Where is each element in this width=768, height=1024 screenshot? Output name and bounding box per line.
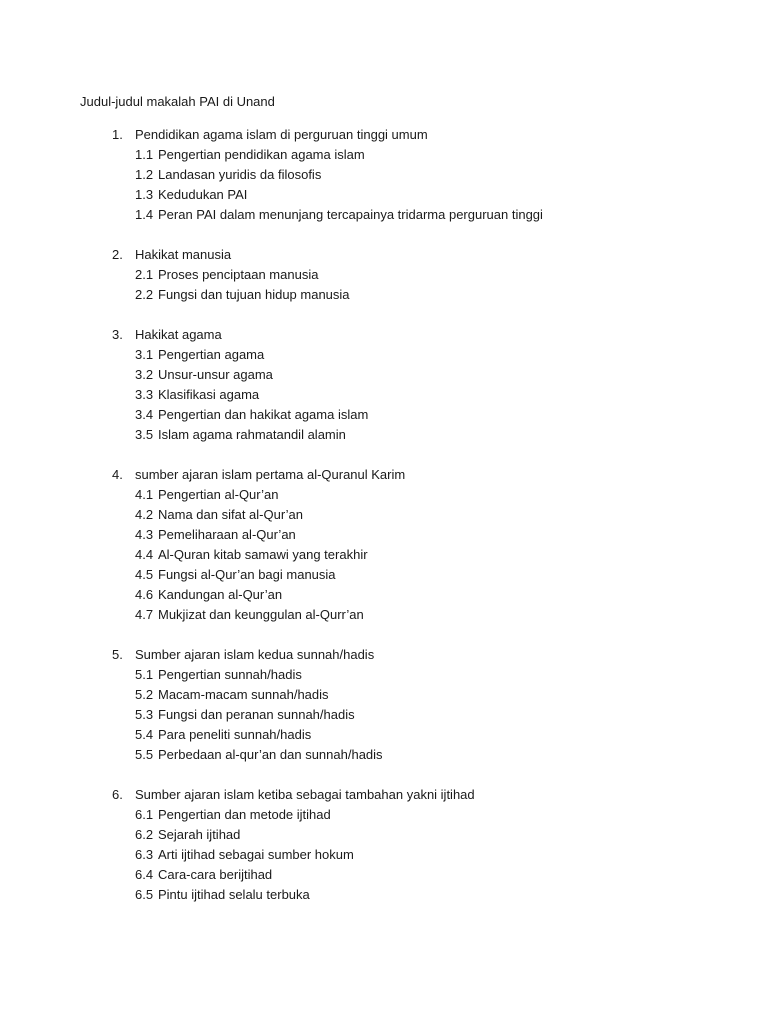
item-number: 2.2 <box>135 287 154 302</box>
item-text: Peran PAI dalam menunjang tercapainya tridarma perguruan tinggi <box>158 207 543 222</box>
list-item <box>0 385 768 405</box>
section-heading <box>0 125 768 145</box>
item-number: 3.1 <box>135 347 154 362</box>
item-number: 4.1 <box>135 487 154 502</box>
section-number: 2. <box>112 247 123 262</box>
item-text: Landasan yuridis da filosofis <box>158 167 322 182</box>
item-number: 4.4 <box>135 547 154 562</box>
item-text: Islam agama rahmatandil alamin <box>158 427 346 442</box>
section-5 <box>0 645 768 765</box>
item-text: Kandungan al-Qur’an <box>158 587 283 602</box>
section-heading <box>0 465 768 485</box>
item-text: Proses penciptaan manusia <box>158 267 319 282</box>
section-title: sumber ajaran islam pertama al-Quranul Karim <box>135 467 406 482</box>
item-number: 3.2 <box>135 367 154 382</box>
item-number: 6.3 <box>135 847 154 862</box>
item-text: Pengertian sunnah/hadis <box>158 667 302 682</box>
item-text: Unsur-unsur agama <box>158 367 273 382</box>
section-title: Sumber ajaran islam kedua sunnah/hadis <box>135 647 375 662</box>
item-text: Pemeliharaan al-Qur’an <box>158 527 296 542</box>
item-text: Al-Quran kitab samawi yang terakhir <box>158 547 368 562</box>
list-item <box>0 185 768 205</box>
item-number: 1.2 <box>135 167 154 182</box>
section-title: Pendidikan agama islam di perguruan tinggi umum <box>135 127 428 142</box>
item-number: 5.2 <box>135 687 154 702</box>
list-item <box>0 585 768 605</box>
section-title: Hakikat manusia <box>135 247 232 262</box>
item-text: Pintu ijtihad selalu terbuka <box>158 887 310 902</box>
section-number: 3. <box>112 327 123 342</box>
list-item <box>0 165 768 185</box>
section-title: Sumber ajaran islam ketiba sebagai tambahan yakni ijtihad <box>135 787 475 802</box>
item-number: 3.4 <box>135 407 154 422</box>
item-number: 3.5 <box>135 427 154 442</box>
item-text: Pengertian dan metode ijtihad <box>158 807 331 822</box>
item-text: Pengertian pendidikan agama islam <box>158 147 365 162</box>
list-item <box>0 565 768 585</box>
section-number: 6. <box>112 787 123 802</box>
list-item <box>0 865 768 885</box>
section-number: 5. <box>112 647 123 662</box>
item-text: Sejarah ijtihad <box>158 827 241 842</box>
document-title: Judul-judul makalah PAI di Unand <box>80 94 275 109</box>
item-number: 6.2 <box>135 827 154 842</box>
section-6 <box>0 785 768 905</box>
item-number: 4.2 <box>135 507 154 522</box>
item-text: Klasifikasi agama <box>158 387 260 402</box>
item-number: 5.5 <box>135 747 154 762</box>
item-text: Cara-cara berijtihad <box>158 867 273 882</box>
section-heading <box>0 325 768 345</box>
item-text: Arti ijtihad sebagai sumber hokum <box>158 847 354 862</box>
section-heading <box>0 245 768 265</box>
list-item <box>0 145 768 165</box>
list-item <box>0 825 768 845</box>
item-text: Pengertian al-Qur’an <box>158 487 279 502</box>
section-3 <box>0 325 768 445</box>
item-number: 2.1 <box>135 267 154 282</box>
list-item <box>0 525 768 545</box>
item-text: Fungsi dan peranan sunnah/hadis <box>158 707 355 722</box>
list-item <box>0 265 768 285</box>
item-number: 1.4 <box>135 207 154 222</box>
item-number: 3.3 <box>135 387 154 402</box>
list-item <box>0 485 768 505</box>
item-number: 4.7 <box>135 607 154 622</box>
item-number: 5.3 <box>135 707 154 722</box>
section-heading <box>0 785 768 805</box>
list-item <box>0 345 768 365</box>
section-1 <box>0 125 768 225</box>
item-text: Perbedaan al-qur’an dan sunnah/hadis <box>158 747 383 762</box>
list-item <box>0 665 768 685</box>
section-title: Hakikat agama <box>135 327 222 342</box>
item-text: Pengertian agama <box>158 347 265 362</box>
section-4 <box>0 465 768 625</box>
list-item <box>0 545 768 565</box>
list-item <box>0 205 768 225</box>
section-number: 1. <box>112 127 123 142</box>
list-item <box>0 705 768 725</box>
item-text: Nama dan sifat al-Qur’an <box>158 507 303 522</box>
item-number: 4.5 <box>135 567 154 582</box>
list-item <box>0 685 768 705</box>
section-2 <box>0 245 768 305</box>
item-text: Kedudukan PAI <box>158 187 248 202</box>
section-heading <box>0 645 768 665</box>
list-item <box>0 285 768 305</box>
list-item <box>0 365 768 385</box>
item-number: 6.1 <box>135 807 154 822</box>
section-number: 4. <box>112 467 123 482</box>
list-item <box>0 845 768 865</box>
list-item <box>0 885 768 905</box>
item-number: 6.5 <box>135 887 154 902</box>
item-number: 5.4 <box>135 727 154 742</box>
item-number: 4.6 <box>135 587 154 602</box>
list-item <box>0 605 768 625</box>
item-text: Fungsi dan tujuan hidup manusia <box>158 287 350 302</box>
item-text: Mukjizat dan keunggulan al-Qurr’an <box>158 607 364 622</box>
item-number: 5.1 <box>135 667 154 682</box>
list-item <box>0 745 768 765</box>
list-item <box>0 405 768 425</box>
list-item <box>0 505 768 525</box>
item-number: 1.1 <box>135 147 154 162</box>
list-item <box>0 725 768 745</box>
item-text: Pengertian dan hakikat agama islam <box>158 407 369 422</box>
item-number: 6.4 <box>135 867 154 882</box>
item-number: 4.3 <box>135 527 154 542</box>
item-number: 1.3 <box>135 187 154 202</box>
item-text: Macam-macam sunnah/hadis <box>158 687 329 702</box>
list-item <box>0 425 768 445</box>
item-text: Para peneliti sunnah/hadis <box>158 727 312 742</box>
list-item <box>0 805 768 825</box>
item-text: Fungsi al-Qur’an bagi manusia <box>158 567 336 582</box>
